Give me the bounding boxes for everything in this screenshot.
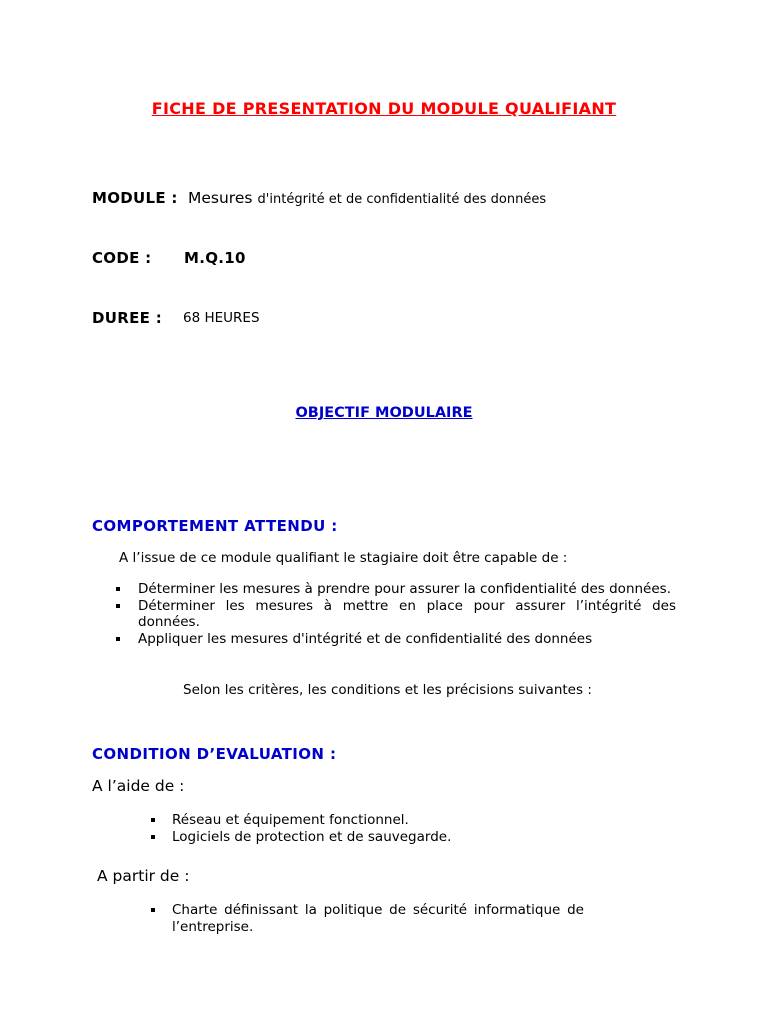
- list-item: [172, 902, 584, 935]
- bullet-square-icon: [151, 908, 155, 912]
- list-item-text: Déterminer les mesures à prendre pour assurer la confidentialité des données.: [138, 581, 671, 597]
- list-item-text: Déterminer les mesures à mettre en place pour assurer l’intégrité des données.: [138, 597, 676, 630]
- bullet-square-icon: [116, 604, 120, 608]
- aide-list: [172, 812, 652, 845]
- module-value-rest: d'intégrité et de confidentialité des données: [257, 192, 547, 207]
- list-item: [138, 581, 676, 598]
- module-label: MODULE :: [92, 189, 178, 207]
- bullet-square-icon: [151, 818, 155, 822]
- duree-value: 68 HEURES: [183, 310, 260, 326]
- code-value: M.Q.10: [184, 249, 246, 267]
- duree-label: DUREE :: [92, 309, 162, 327]
- criteria-text: Selon les critères, les conditions et les précisions suivantes :: [183, 682, 592, 698]
- aide-label: A l’aide de :: [92, 777, 185, 795]
- comportement-list: [138, 581, 676, 647]
- list-item: [138, 598, 676, 631]
- module-value: [188, 188, 546, 207]
- code-label: CODE :: [92, 249, 152, 267]
- bullet-square-icon: [116, 587, 120, 591]
- list-item-text: Logiciels de protection et de sauvegarde.: [172, 828, 452, 845]
- list-item: [172, 829, 652, 846]
- objectif-heading: OBJECTIF MODULAIRE: [295, 405, 473, 421]
- list-item-text: Charte définissant la politique de sécurité informatique de l’entreprise.: [172, 902, 584, 935]
- comportement-intro: A l’issue de ce module qualifiant le stagiaire doit être capable de :: [119, 550, 568, 566]
- list-item: [138, 631, 676, 648]
- module-value-lead: Mesures: [188, 189, 253, 207]
- list-item-text: Appliquer les mesures d'intégrité et de confidentialité des données: [138, 630, 593, 647]
- document-title: FICHE DE PRESENTATION DU MODULE QUALIFIANT: [151, 99, 617, 118]
- bullet-square-icon: [151, 835, 155, 839]
- list-item: [172, 812, 652, 829]
- list-item-text: Réseau et équipement fonctionnel.: [172, 812, 409, 828]
- comportement-heading: COMPORTEMENT ATTENDU :: [92, 517, 338, 535]
- partir-list: [172, 902, 584, 935]
- condition-heading: CONDITION D’EVALUATION :: [92, 745, 337, 763]
- bullet-square-icon: [116, 637, 120, 641]
- partir-label: A partir de :: [97, 867, 190, 885]
